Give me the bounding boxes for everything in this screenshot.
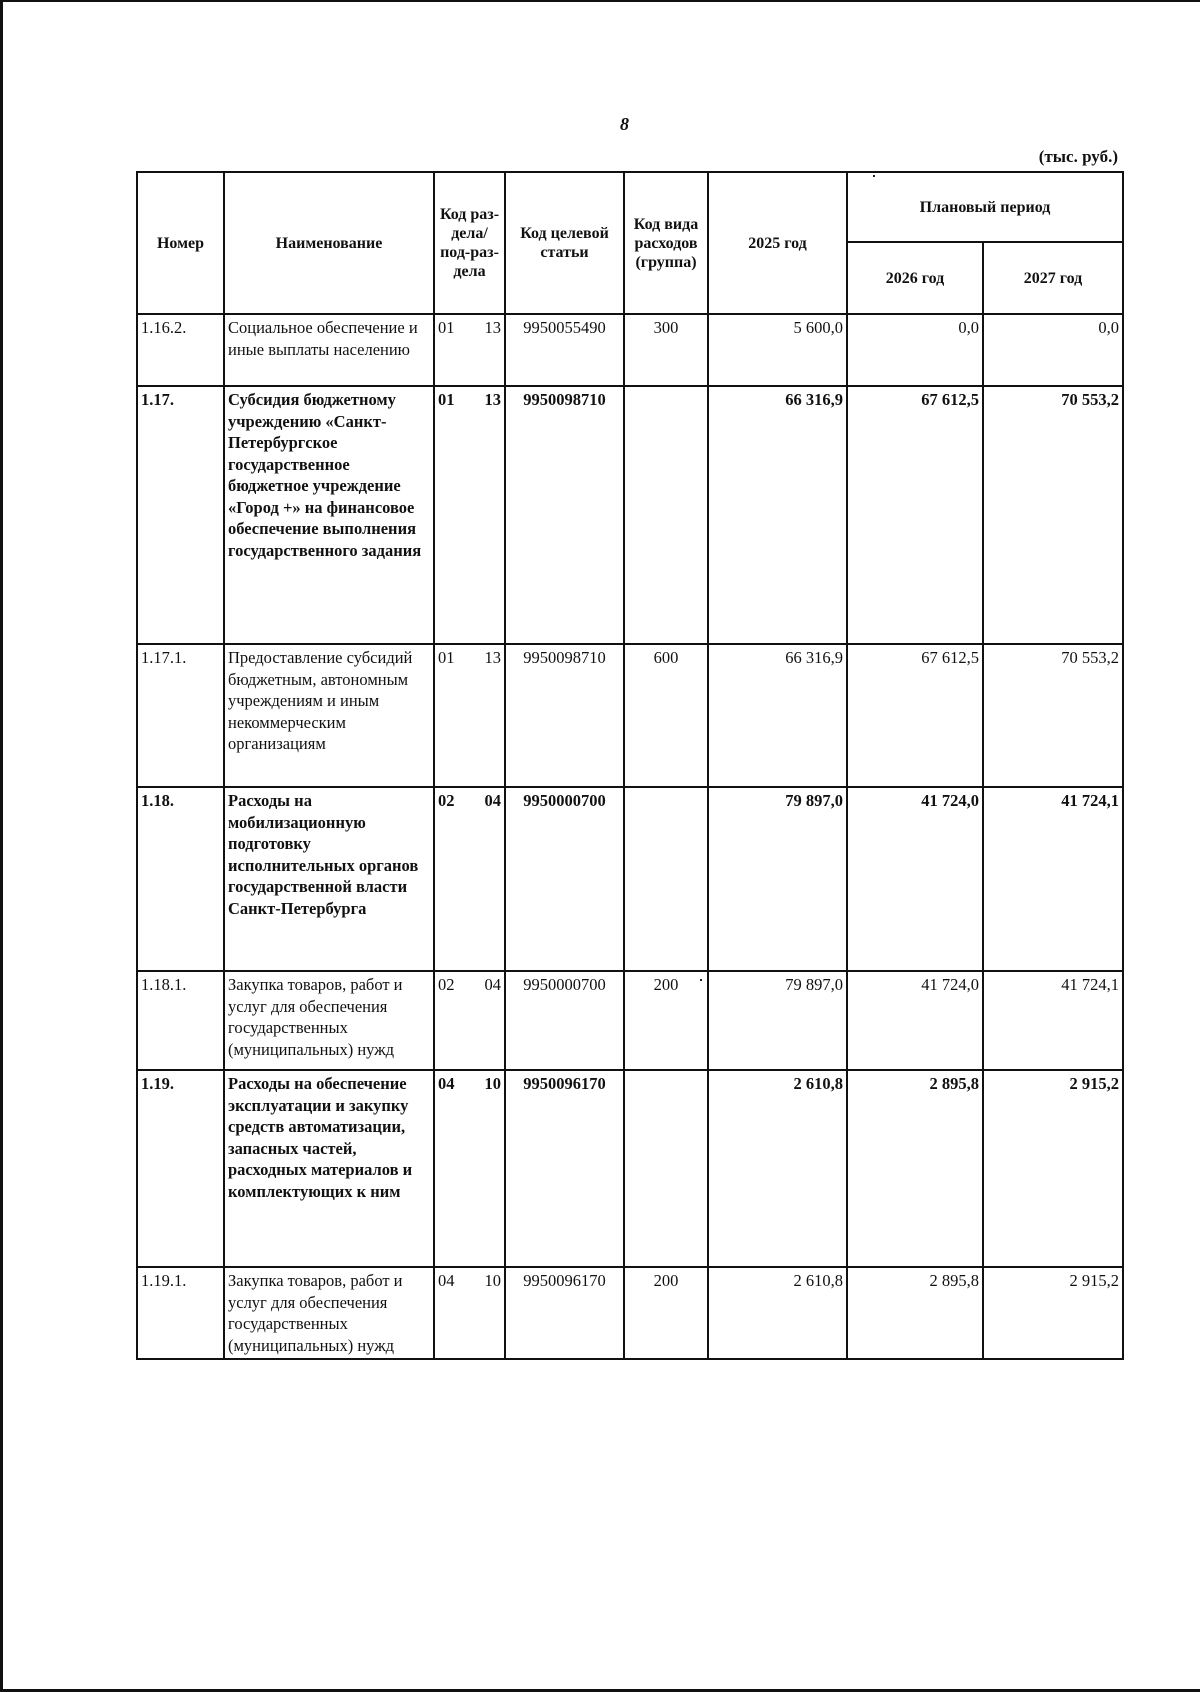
scan-edge-top — [0, 0, 1200, 2]
row-year-2025: 66 316,9 — [708, 386, 847, 644]
row-expense-type — [624, 1070, 708, 1267]
row-number: 1.19.1. — [137, 1267, 224, 1359]
row-expense-type — [624, 386, 708, 644]
row-name: Социальное обеспечение и иные выплаты населению — [224, 314, 434, 386]
table-header — [137, 172, 1123, 314]
row-number: 1.19. — [137, 1070, 224, 1267]
header-section-code: Код раз-дела/ под-раз-дела — [434, 172, 505, 314]
row-target-code: 9950055490 — [505, 314, 624, 386]
row-name: Субсидия бюджетному учреждению «Санкт-Петербургское государственное бюджетное учреждение «Город +» на финансовое обеспечение выполнения государственного задания — [224, 386, 434, 644]
row-section: 04 — [438, 1271, 455, 1290]
table-row — [137, 1267, 1123, 1359]
header-expense-type: Код вида расходов (группа) — [624, 172, 708, 314]
table-row — [137, 1070, 1123, 1267]
row-expense-type — [624, 787, 708, 971]
row-target-code: 9950000700 — [505, 971, 624, 1070]
row-year-2026: 41 724,0 — [847, 787, 983, 971]
table-body — [137, 314, 1123, 1359]
row-year-2027: 41 724,1 — [983, 787, 1123, 971]
scan-artifact-dot — [873, 175, 875, 177]
row-section: 01 — [438, 648, 455, 667]
row-name: Расходы на обеспечение эксплуатации и закупку средств автоматизации, запасных частей, расходных материалов и комплектующих к ним — [224, 1070, 434, 1267]
row-number: 1.18.1. — [137, 971, 224, 1070]
row-year-2027: 0,0 — [983, 314, 1123, 386]
row-name: Закупка товаров, работ и услуг для обеспечения государственных (муниципальных) нужд — [224, 1267, 434, 1359]
row-section-code — [434, 971, 505, 1070]
row-section: 02 — [438, 791, 455, 810]
header-number: Номер — [137, 172, 224, 314]
budget-table — [136, 171, 1124, 1360]
row-number: 1.18. — [137, 787, 224, 971]
page-number: 8 — [620, 114, 629, 134]
row-name: Расходы на мобилизационную подготовку исполнительных органов государственной власти Санкт-Петербурга — [224, 787, 434, 971]
row-year-2027: 2 915,2 — [983, 1267, 1123, 1359]
row-name: Предоставление субсидий бюджетным, автономным учреждениям и иным некоммерческим организациям — [224, 644, 434, 787]
row-year-2027: 2 915,2 — [983, 1070, 1123, 1267]
header-planned-period: Плановый период — [847, 172, 1123, 242]
row-section: 04 — [438, 1074, 455, 1093]
scan-edge-left — [0, 0, 3, 1692]
row-section-code — [434, 1070, 505, 1267]
row-expense-type: 600 — [624, 644, 708, 787]
row-expense-type: 200 — [624, 971, 708, 1070]
row-year-2025: 79 897,0 — [708, 971, 847, 1070]
table-row — [137, 787, 1123, 971]
row-year-2026: 0,0 — [847, 314, 983, 386]
row-section-code — [434, 644, 505, 787]
row-year-2027: 41 724,1 — [983, 971, 1123, 1070]
units-label: (тыс. руб.) — [1038, 147, 1118, 166]
row-year-2025: 79 897,0 — [708, 787, 847, 971]
row-year-2026: 2 895,8 — [847, 1267, 983, 1359]
row-year-2025: 2 610,8 — [708, 1070, 847, 1267]
row-subsection: 13 — [484, 390, 501, 409]
row-subsection: 13 — [484, 648, 501, 667]
table-row — [137, 971, 1123, 1070]
row-expense-type: 300 — [624, 314, 708, 386]
row-section: 02 — [438, 975, 455, 994]
row-year-2026: 67 612,5 — [847, 644, 983, 787]
row-year-2025: 2 610,8 — [708, 1267, 847, 1359]
row-name: Закупка товаров, работ и услуг для обеспечения государственных (муниципальных) нужд — [224, 971, 434, 1070]
table-row — [137, 644, 1123, 787]
row-target-code: 9950096170 — [505, 1070, 624, 1267]
row-year-2026: 67 612,5 — [847, 386, 983, 644]
row-number: 1.17. — [137, 386, 224, 644]
header-name: Наименование — [224, 172, 434, 314]
row-section-code — [434, 1267, 505, 1359]
row-section: 01 — [438, 390, 455, 409]
header-year-2026: 2026 год — [847, 242, 983, 314]
row-section-code — [434, 386, 505, 644]
table-row — [137, 386, 1123, 644]
row-number: 1.16.2. — [137, 314, 224, 386]
row-subsection: 10 — [484, 1074, 501, 1093]
row-section: 01 — [438, 318, 455, 337]
row-target-code: 9950000700 — [505, 787, 624, 971]
row-year-2026: 41 724,0 — [847, 971, 983, 1070]
row-target-code: 9950096170 — [505, 1267, 624, 1359]
row-subsection: 04 — [484, 791, 501, 810]
row-year-2025: 5 600,0 — [708, 314, 847, 386]
table-row — [137, 314, 1123, 386]
row-year-2025: 66 316,9 — [708, 644, 847, 787]
row-year-2026: 2 895,8 — [847, 1070, 983, 1267]
row-year-2027: 70 553,2 — [983, 644, 1123, 787]
header-target-code: Код целевой статьи — [505, 172, 624, 314]
row-section-code — [434, 314, 505, 386]
header-year-2025: 2025 год — [708, 172, 847, 314]
row-year-2027: 70 553,2 — [983, 386, 1123, 644]
row-subsection: 04 — [484, 975, 501, 994]
row-subsection: 10 — [484, 1271, 501, 1290]
scan-artifact-dot — [700, 979, 702, 981]
row-target-code: 9950098710 — [505, 386, 624, 644]
row-target-code: 9950098710 — [505, 644, 624, 787]
row-section-code — [434, 787, 505, 971]
header-year-2027: 2027 год — [983, 242, 1123, 314]
row-number: 1.17.1. — [137, 644, 224, 787]
row-expense-type: 200 — [624, 1267, 708, 1359]
row-subsection: 13 — [484, 318, 501, 337]
